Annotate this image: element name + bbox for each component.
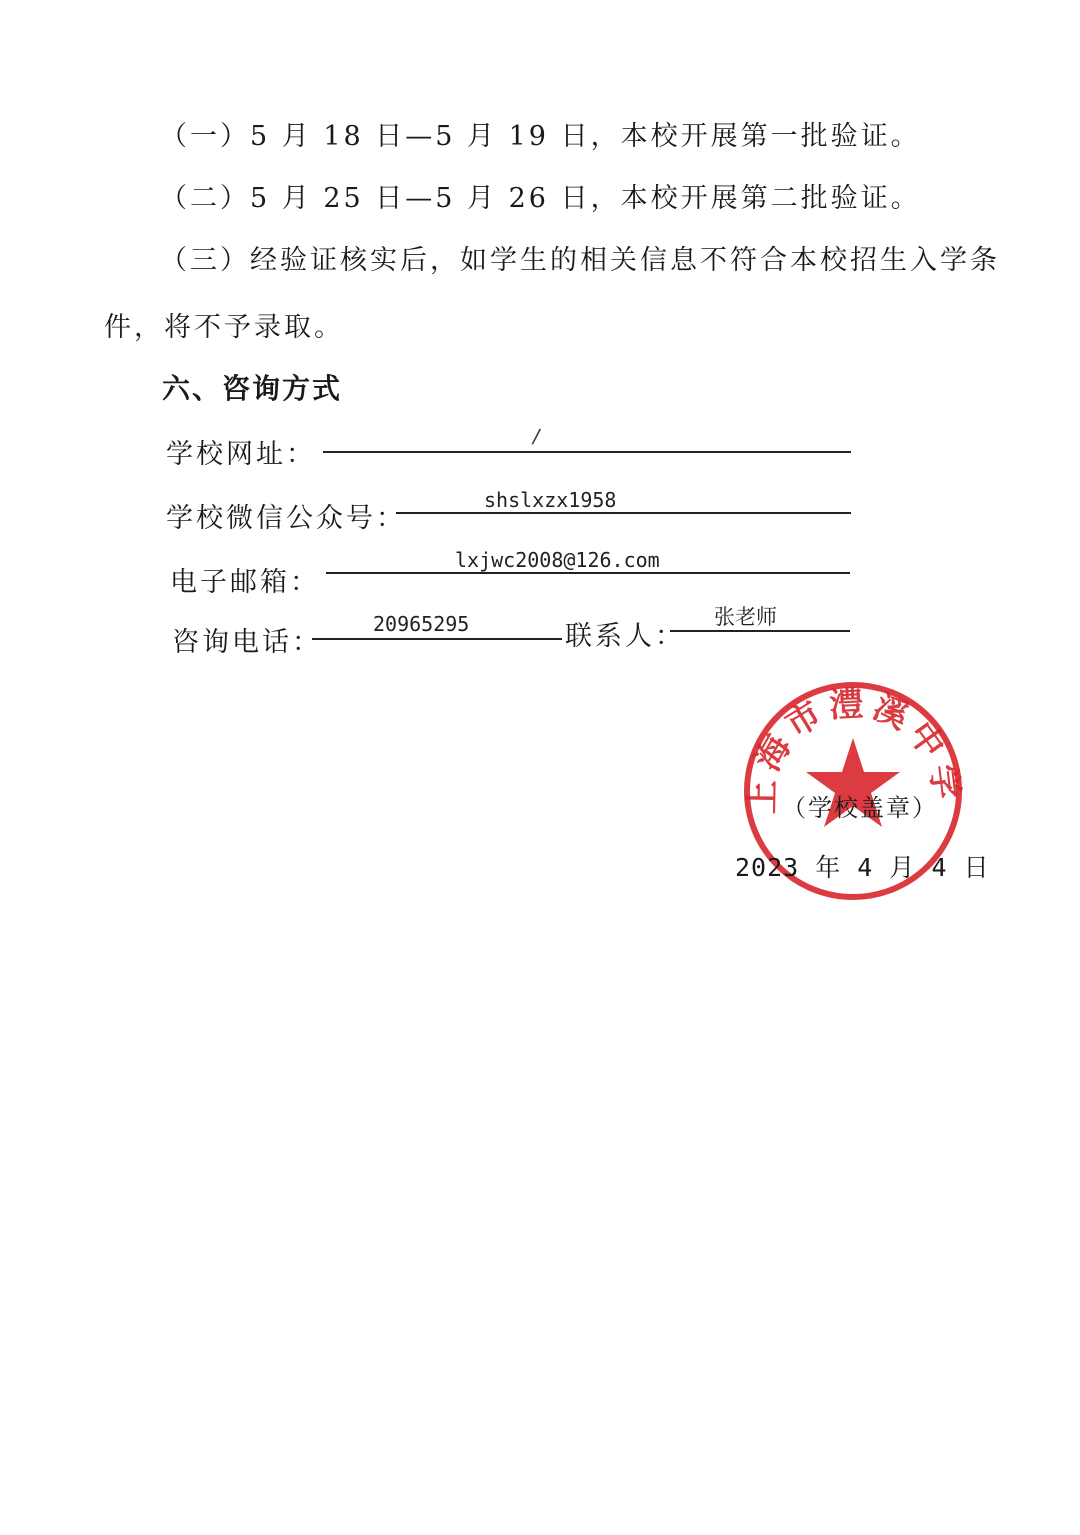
wechat-label: 学校微信公众号： [166,503,406,534]
website-value: / [530,423,542,449]
paragraph-item-1: （一）5 月 18 日—5 月 19 日，本校开展第一批验证。 [160,121,921,152]
paragraph-item-3-line-1: （三）经验证核实后，如学生的相关信息不符合本校招生入学条 [160,245,1000,276]
contact-person-value: 张老师 [714,605,777,629]
email-underline [326,572,850,574]
website-label: 学校网址： [166,439,316,470]
website-underline [323,451,851,453]
contact-person-label: 联系人： [565,621,685,652]
paragraph-item-3-line-2: 件，将不予录取。 [104,312,344,343]
wechat-value: shslxzx1958 [484,488,617,512]
svg-text:上海市澧溪中学: 上海市澧溪中学 [742,683,967,815]
signature-date: 2023 年 4 月 4 日 [735,853,990,882]
wechat-underline [396,512,851,514]
seal-note: （学校盖章） [782,794,938,822]
section-heading: 六、咨询方式 [162,372,343,405]
phone-label: 咨询电话： [172,627,322,658]
phone-underline [312,638,562,640]
contact-person-underline [670,630,850,632]
email-label: 电子邮箱： [170,567,320,598]
paragraph-item-2: （二）5 月 25 日—5 月 26 日，本校开展第二批验证。 [160,183,921,214]
email-value: lxjwc2008@126.com [455,548,660,572]
phone-value: 20965295 [373,612,470,636]
